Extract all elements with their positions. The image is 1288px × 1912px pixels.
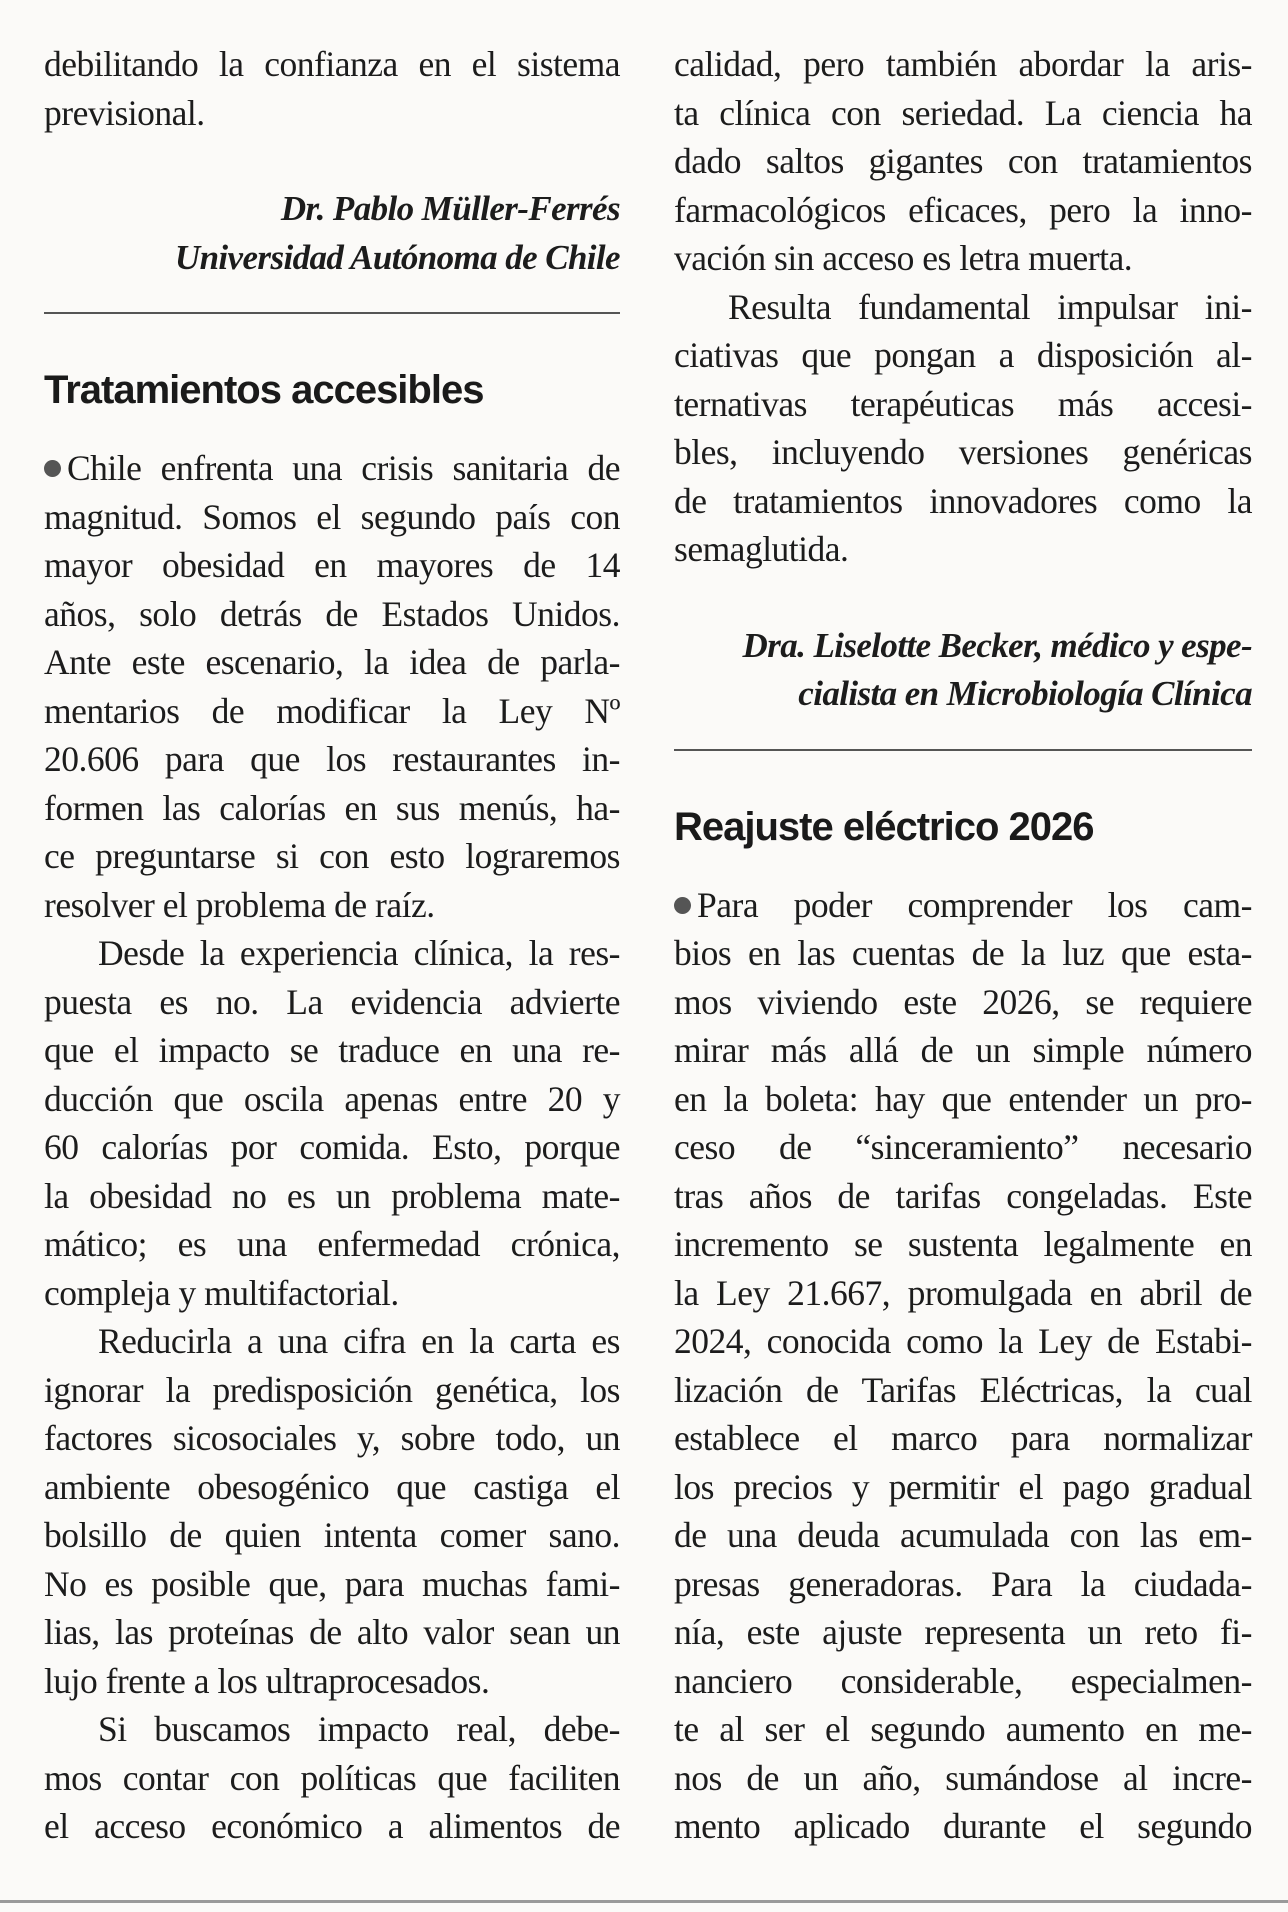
text-line: incremento se sustenta legalmente en [674, 1224, 1252, 1264]
text-line: lización de Tarifas Eléctricas, la cual [674, 1369, 1252, 1410]
text-line: puesta es no. La evidencia advierte [44, 981, 620, 1022]
text-line: dado saltos gigantes con tratamientos [674, 141, 1252, 181]
text-line: vación sin acceso es letra muerta. [674, 238, 1133, 278]
text-line: nanciero considerable, especialmen- [674, 1660, 1252, 1701]
section-title: Tratamientos accesibles [44, 368, 484, 412]
article-paragraph [44, 1317, 620, 1705]
bullet-icon [44, 460, 61, 477]
text-line: ceso de “sinceramiento” necesario [674, 1127, 1252, 1167]
text-line: Desde la experiencia clínica, la res- [98, 933, 620, 973]
signature-block [674, 622, 1252, 719]
text-line: mirar más allá de un simple número [674, 1030, 1252, 1070]
text-line: bolsillo de quien intenta comer sano. [44, 1515, 620, 1555]
signature-block [44, 185, 620, 282]
text-line: lujo frente a los ultraprocesados. [44, 1660, 490, 1701]
text-line: magnitud. Somos el segundo país con [44, 496, 620, 537]
text-line: la Ley 21.667, promulgada en abril de [674, 1272, 1252, 1313]
text-line: de una deuda acumulada con las em- [674, 1515, 1252, 1555]
text-line: en la boleta: hay que entender un pro- [674, 1078, 1252, 1119]
text-line: lias, las proteínas de alto valor sean un [44, 1612, 620, 1652]
text-line: farmacológicos eficaces, pero la inno- [674, 189, 1252, 230]
article-paragraph [44, 1705, 620, 1851]
intro-paragraph [44, 40, 620, 137]
text-line: 60 calorías por comida. Esto, porque [44, 1127, 620, 1167]
text-line: calidad, pero también abordar la aris- [674, 44, 1252, 84]
section-title: Reajuste eléctrico 2026 [674, 804, 1094, 849]
text-line: mayor obesidad en mayores de 14 [44, 545, 620, 585]
text-line: Si buscamos impacto real, debe- [98, 1709, 620, 1749]
text-line: Para poder comprender los cam- [674, 881, 1252, 930]
text-line: ce preguntarse si con esto lograremos [44, 836, 620, 876]
text-line: que el impacto se traduce en una re- [44, 1030, 620, 1070]
text-line: ternativas terapéuticas más accesi- [674, 383, 1252, 424]
article-paragraph [674, 881, 1252, 1851]
bullet-icon [674, 897, 691, 914]
text-line: 20.606 para que los restaurantes in- [44, 739, 620, 779]
signature-author: Dra. Liselotte Becker, médico y espe- [742, 625, 1252, 665]
text-line: ducción que oscila apenas entre 20 y [44, 1078, 620, 1119]
text-line: ignorar la predisposición genética, los [44, 1369, 620, 1410]
text-line: bios en las cuentas de la luz que esta- [674, 933, 1252, 973]
text-line: tras años de tarifas congeladas. Este [674, 1175, 1252, 1216]
text-line: Reducirla a una cifra en la carta es [98, 1321, 620, 1361]
article-paragraph [674, 40, 1252, 283]
signature-affiliation: Universidad Autónoma de Chile [174, 237, 620, 277]
text-line: nía, este ajuste representa un reto fi- [674, 1612, 1252, 1652]
text-line: Chile enfrenta una crisis sanitaria de [44, 444, 620, 493]
text-line: la obesidad no es un problema mate- [44, 1175, 620, 1216]
text-line: resolver el problema de raíz. [44, 884, 435, 925]
text-line: de tratamientos innovadores como la [674, 480, 1252, 521]
article-paragraph [44, 929, 620, 1317]
text-line: ta clínica con seriedad. La ciencia ha [674, 92, 1252, 133]
article-paragraph [674, 283, 1252, 574]
text-line: Ante este escenario, la idea de parla- [44, 642, 620, 682]
signature-affiliation: cialista en Microbiología Clínica [798, 674, 1252, 713]
text-line: factores sicosociales y, sobre todo, un [44, 1418, 620, 1458]
text-line: los precios y permitir el pago gradual [674, 1466, 1252, 1507]
text-line: años, solo detrás de Estados Unidos. [44, 593, 620, 634]
article-paragraph [44, 444, 620, 929]
text-line: nos de un año, sumándose al incre- [674, 1757, 1252, 1798]
text-line: No es posible que, para muchas fami- [44, 1563, 620, 1604]
left-column [44, 40, 620, 1851]
text-line: mos contar con políticas que faciliten [44, 1757, 620, 1798]
text-line: mento aplicado durante el segundo [674, 1806, 1252, 1846]
text-line: debilitando la confianza en el sistema [44, 44, 620, 84]
text-line: ciativas que pongan a disposición al- [674, 335, 1252, 375]
text-line: mos viviendo este 2026, se requiere [674, 981, 1252, 1022]
section-divider [44, 312, 620, 314]
text-line: semaglutida. [674, 529, 849, 569]
text-line: ambiente obesogénico que castiga el [44, 1466, 620, 1507]
text-line: bles, incluyendo versiones genéricas [674, 432, 1252, 472]
text-line: Resulta fundamental impulsar ini- [728, 286, 1252, 327]
text-line: presas generadoras. Para la ciudada- [674, 1563, 1252, 1604]
section-divider [674, 749, 1252, 751]
text-line: mático; es una enfermedad crónica, [44, 1224, 620, 1264]
text-line: establece el marco para normalizar [674, 1418, 1252, 1458]
text-line: formen las calorías en sus menús, ha- [44, 787, 620, 828]
text-line: 2024, conocida como la Ley de Estabi- [674, 1321, 1252, 1361]
text-line: te al ser el segundo aumento en me- [674, 1709, 1252, 1749]
signature-author: Dr. Pablo Müller-Ferrés [280, 189, 620, 228]
text-line: previsional. [44, 92, 205, 133]
text-line: el acceso económico a alimentos de [44, 1806, 620, 1846]
right-column [674, 40, 1252, 1851]
page-bottom-rule [0, 1900, 1288, 1903]
text-line: compleja y multifactorial. [44, 1272, 399, 1313]
text-line: mentarios de modificar la Ley Nº [44, 690, 620, 731]
